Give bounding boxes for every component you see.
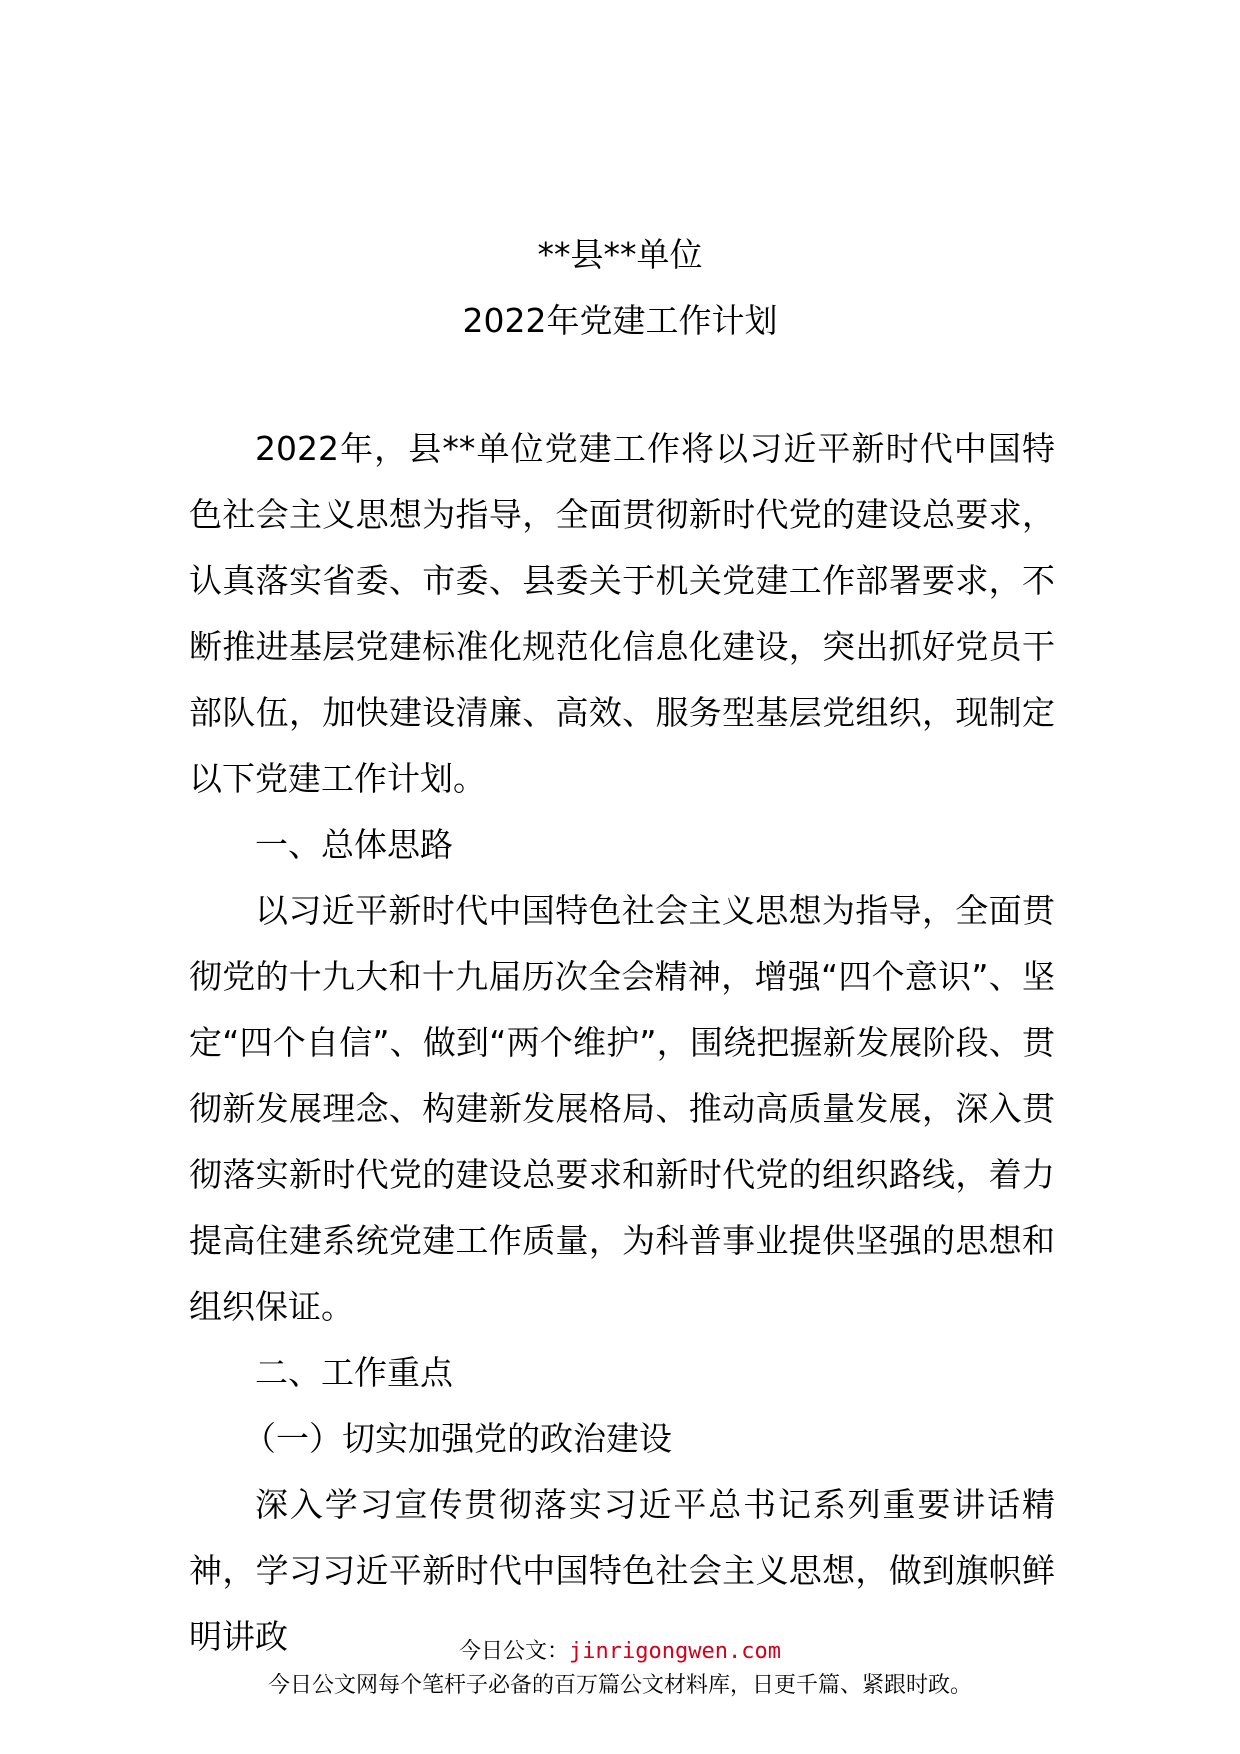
title-plan: 2022年党建工作计划 xyxy=(462,301,778,340)
footer-tagline: 今日公文网每个笔杆子必备的百万篇公文材料库，日更千篇、紧跟时政。 xyxy=(267,1673,972,1698)
document-title xyxy=(0,222,1240,354)
section-heading-work-focus: 二、工作重点 xyxy=(255,1353,453,1392)
subsection-heading-political-building: （一）切实加强党的政治建设 xyxy=(243,1419,672,1458)
page-footer xyxy=(0,1635,1240,1703)
document-body xyxy=(189,416,1055,1670)
political-building-paragraph: 深入学习宣传贯彻落实习近平总书记系列重要讲话精神，学习习近平新时代中国特色社会主义思想，做到旗帜鲜明讲政 xyxy=(189,1485,1055,1656)
overall-approach-paragraph: 以习近平新时代中国特色社会主义思想为指导，全面贯彻党的十九大和十九届历次全会精神，增强“四个意识”、坚定“四个自信”、做到“两个维护”，围绕把握新发展阶段、贯彻新发展理念、构建新发展格局、推动高质量发展，深入贯彻落实新时代党的建设总要求和新时代党的组织路线，着力提高住建系统党建工作质量，为科普事业提供坚强的思想和组织保证。 xyxy=(189,891,1055,1326)
intro-paragraph: 2022年，县**单位党建工作将以习近平新时代中国特色社会主义思想为指导，全面贯彻新时代党的建设总要求，认真落实省委、市委、县委关于机关党建工作部署要求，不断推进基层党建标准化规范化信息化建设，突出抓好党员干部队伍，加快建设清廉、高效、服务型基层党组织，现制定以下党建工作计划。 xyxy=(189,429,1055,798)
footer-url-link[interactable]: jinrigongwen.com xyxy=(569,1639,781,1664)
footer-source xyxy=(0,1635,1240,1669)
footer-label: 今日公文： xyxy=(459,1639,570,1664)
section-heading-overall-approach: 一、总体思路 xyxy=(255,825,453,864)
title-unit: **县**单位 xyxy=(537,235,703,274)
